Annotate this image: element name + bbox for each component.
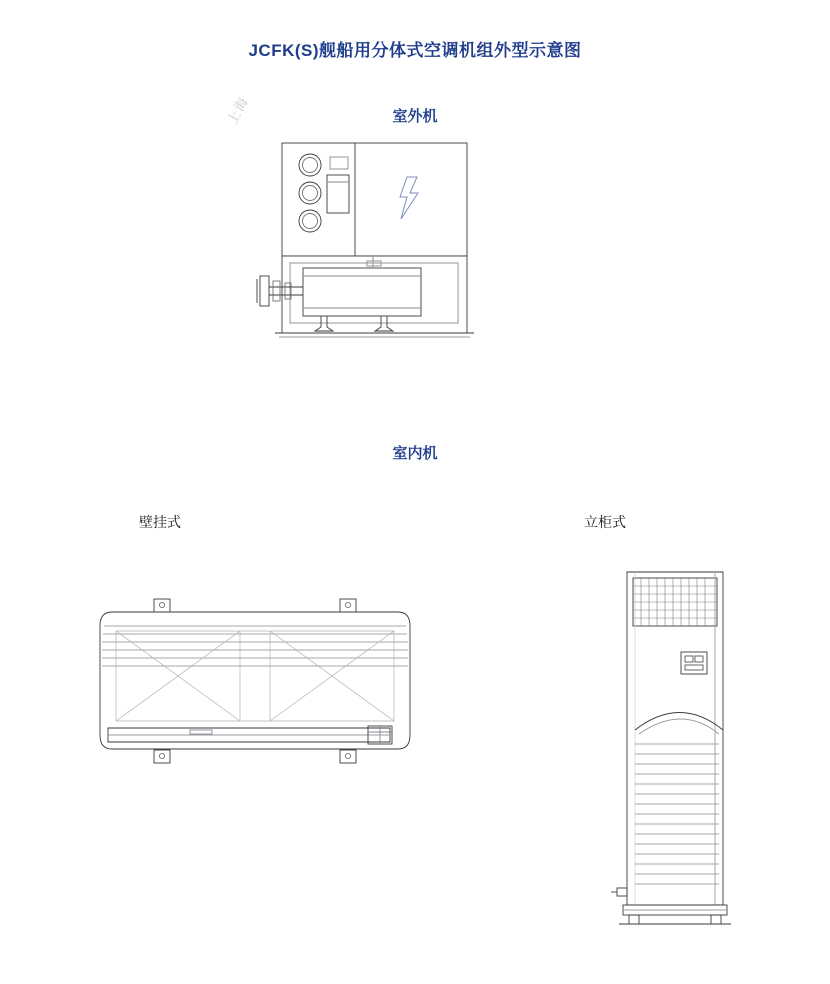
section-label-outdoor: 室外机 (392, 108, 438, 125)
sublabel-cabinet: 立柜式 (584, 514, 626, 530)
page-title: JCFK(S)舰船用分体式空调机组外型示意图 (248, 41, 582, 60)
watermark-text: 上海 (224, 93, 252, 127)
sublabel-wall-mounted: 壁挂式 (139, 514, 181, 530)
figure-wall-mounted-indoor-unit (90, 595, 420, 790)
figure-cabinet-indoor-unit (605, 560, 755, 935)
figure-outdoor-unit (255, 135, 495, 370)
section-label-indoor: 室内机 (392, 445, 438, 462)
